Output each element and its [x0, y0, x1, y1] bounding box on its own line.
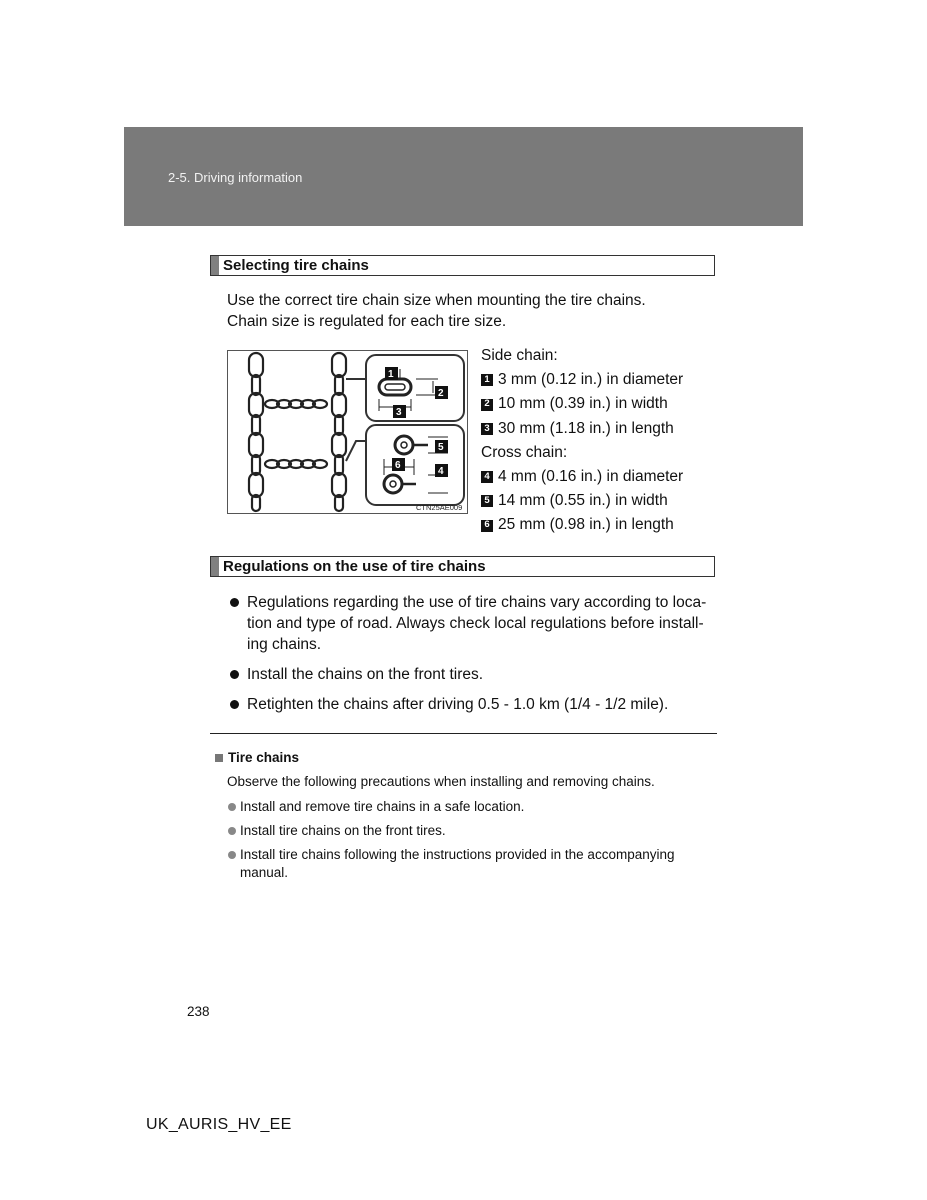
regulations-list	[227, 592, 719, 724]
section-label: 2-5. Driving information	[168, 170, 303, 185]
number-badge: 4	[481, 471, 493, 483]
bullet-icon	[228, 827, 236, 835]
note-title: Tire chains	[228, 750, 300, 765]
heading-text: Regulations on the use of tire chains	[223, 558, 486, 575]
chain-spec-list	[481, 344, 683, 538]
bullet-icon	[228, 851, 236, 859]
note-heading	[215, 750, 299, 765]
list-item-text: Retighten the chains after driving 0.5 - 1.0 km (1/4 - 1/2 mile).	[247, 696, 669, 713]
heading-accent-bar	[211, 557, 219, 576]
spec-text: 14 mm (0.55 in.) in width	[498, 492, 668, 510]
list-item-text: Install tire chains following the instructions provided in the accompanying manual.	[240, 847, 675, 880]
chain-illustration	[228, 351, 467, 513]
heading-text: Selecting tire chains	[223, 257, 369, 274]
heading-regulations	[210, 556, 715, 577]
number-badge: 6	[481, 520, 493, 532]
chapter-header-band	[124, 127, 803, 226]
callout-4: 4	[438, 466, 444, 477]
document-code: UK_AURIS_HV_EE	[146, 1116, 292, 1133]
intro-line-1: Use the correct tire chain size when mounting the tire chains.	[227, 292, 646, 309]
note-text: Observe the following precautions when installing and removing chains.	[227, 774, 655, 789]
bullet-icon	[230, 700, 239, 709]
spec-item	[481, 489, 683, 513]
callout-6: 6	[395, 460, 401, 471]
heading-selecting-tire-chains	[210, 255, 715, 276]
heading-accent-bar	[211, 256, 219, 275]
spec-item	[481, 417, 683, 441]
callout-1: 1	[388, 369, 394, 380]
list-item-text: Install and remove tire chains in a safe location.	[240, 799, 525, 814]
page-number: 238	[187, 1004, 210, 1019]
cross-chain-label: Cross chain:	[481, 443, 568, 461]
list-item	[227, 592, 719, 655]
list-item-text: Install the chains on the front tires.	[247, 666, 484, 683]
spec-item	[481, 465, 683, 489]
spec-item	[481, 368, 683, 392]
list-item	[227, 822, 717, 840]
number-badge: 2	[481, 399, 493, 411]
number-badge: 1	[481, 374, 493, 386]
list-item	[227, 664, 719, 685]
figure-caption-code: CTN25AE009	[416, 503, 463, 512]
spec-text: 10 mm (0.39 in.) in width	[498, 395, 668, 413]
spec-item	[481, 513, 683, 537]
callout-3: 3	[396, 407, 402, 418]
square-bullet-icon	[215, 754, 223, 762]
list-item-text: Regulations regarding the use of tire chains vary according to loca-tion and type of road. Always check local regulations before install-ing chains.	[247, 594, 707, 653]
spec-text: 25 mm (0.98 in.) in length	[498, 516, 674, 534]
list-item-text: Install tire chains on the front tires.	[240, 823, 446, 838]
bullet-icon	[228, 803, 236, 811]
side-chain-label: Side chain:	[481, 347, 558, 364]
number-badge: 5	[481, 495, 493, 507]
list-item	[227, 798, 717, 816]
bullet-icon	[230, 670, 239, 679]
intro-line-2: Chain size is regulated for each tire size.	[227, 313, 507, 330]
callout-2: 2	[438, 388, 444, 399]
section-divider	[210, 733, 717, 734]
callout-5: 5	[438, 442, 444, 453]
bullet-icon	[230, 598, 239, 607]
list-item	[227, 846, 717, 882]
list-item	[227, 694, 719, 715]
spec-text: 4 mm (0.16 in.) in diameter	[498, 468, 684, 486]
tire-chain-diagram	[227, 350, 468, 514]
spec-text: 30 mm (1.18 in.) in length	[498, 419, 674, 437]
spec-text: 3 mm (0.12 in.) in diameter	[498, 371, 684, 389]
note-list	[227, 798, 717, 888]
spec-item	[481, 392, 683, 416]
intro-paragraph	[227, 290, 646, 332]
number-badge: 3	[481, 423, 493, 435]
